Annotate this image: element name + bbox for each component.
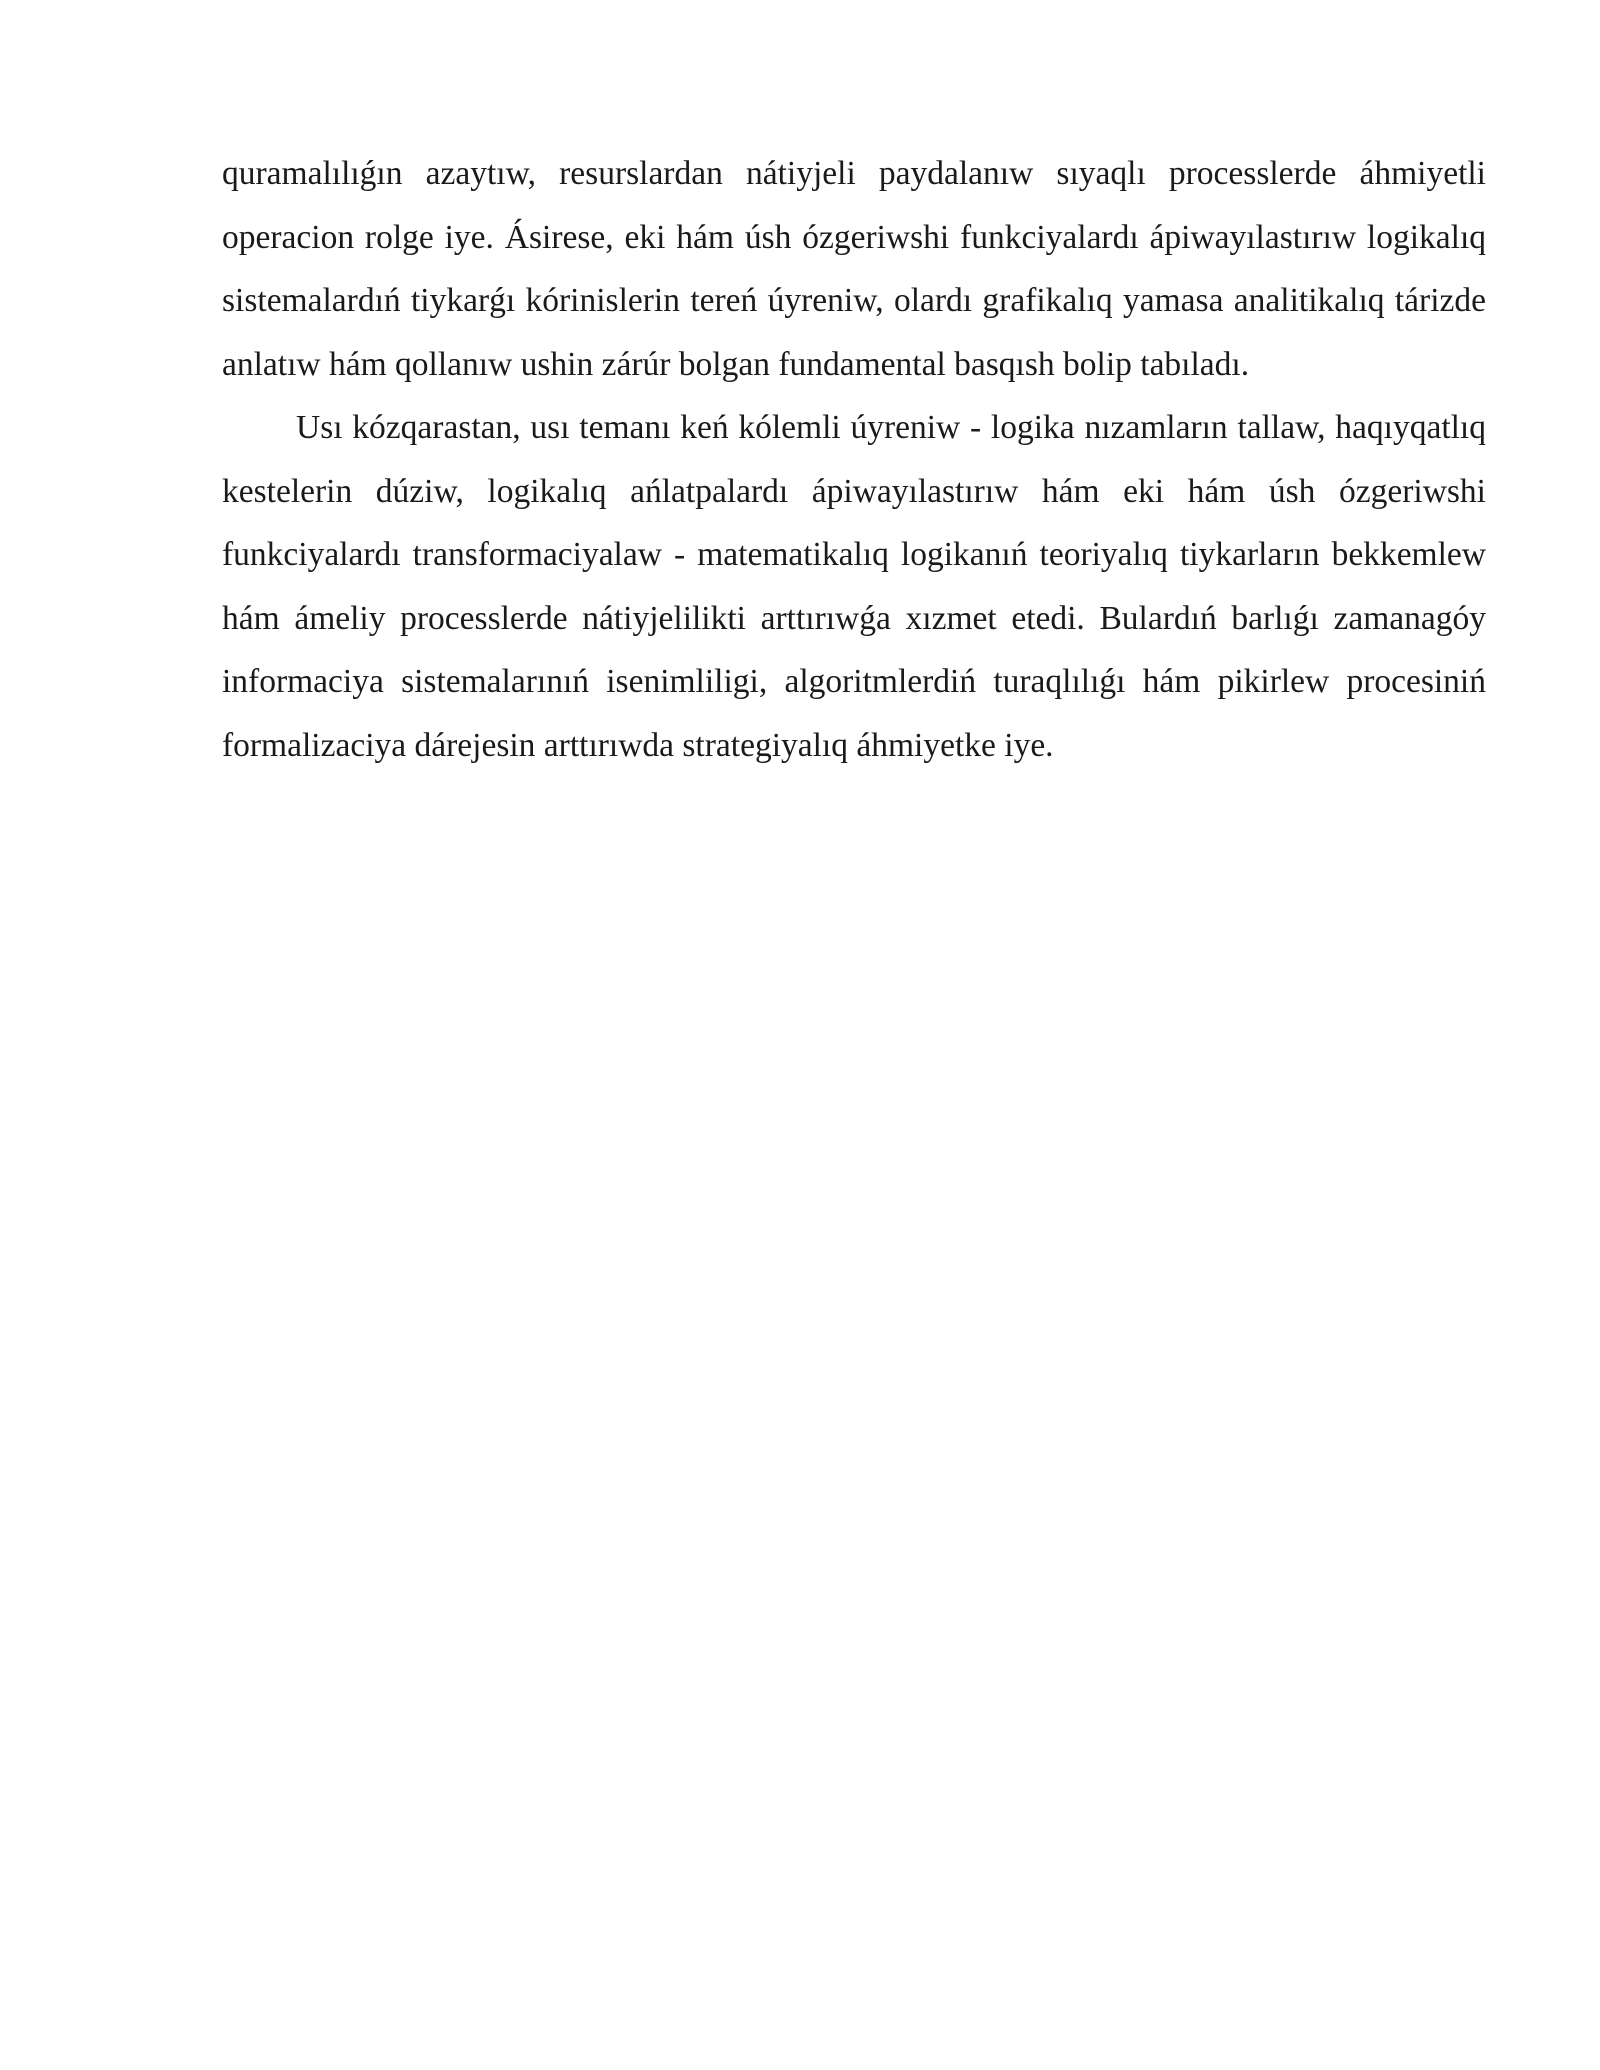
paragraph-continuation: quramalılıǵın azaytıw, resurslardan nátiyjeli paydalanıw sıyaqlı processlerde áhmiyetli operacion rolge iye. Ásirese, eki hám úsh ózgeriwshi funkciyalardı ápiwayılastırıw logikalıq sistemalardıń tiykarǵı kórinislerin tereń úyreniw, olardı grafikalıq yamasa analitikalıq tárizde anlatıw hám qollanıw ushin zárúr bolgan fundamental basqısh bolip tabıladı.: [222, 155, 1486, 383]
body-text: [222, 142, 1486, 777]
paragraph: Usı kózqarastan, usı temanı keń kólemli úyreniw - logika nızamların tallaw, haqıyqatlıq kestelerin dúziw, logikalıq ańlatpalardı ápiwayılastırıw hám eki hám úsh ózgeriwshi funkciyalardı transformaciyalaw - matematikalıq logikanıń teoriyalıq tiykarların bekkemlew hám ámeliy processlerde nátiyjelilikti arttırıwǵa xızmet etedi. Bulardıń barlıǵı zamanagóy informaciya sistemalarınıń isenimliligi, algoritmlerdiń turaqlılıǵı hám pikirlew procesiniń formalizaciya dárejesin arttırıwda strategiyalıq áhmiyetke iye.: [222, 409, 1486, 764]
